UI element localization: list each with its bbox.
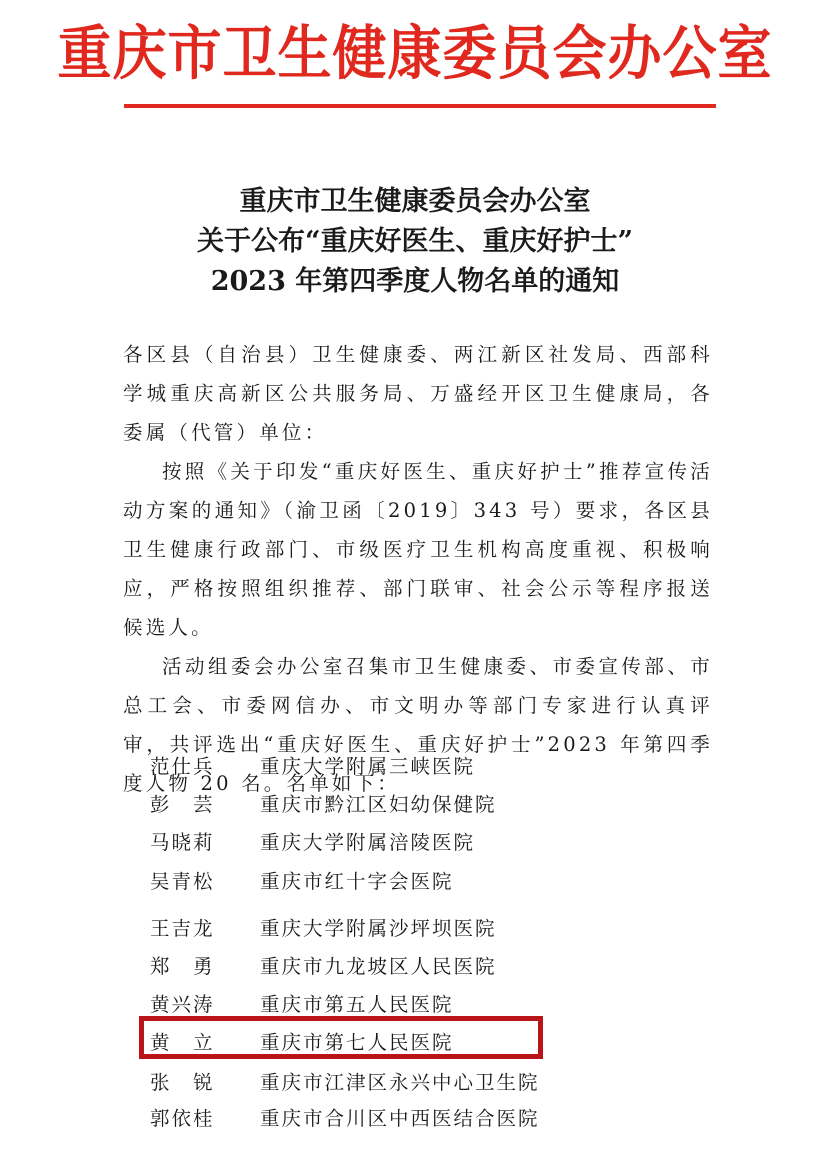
hospital-name: 重庆市合川区中西医结合医院 [260,1107,540,1130]
title-line-3: 2023 年第四季度人物名单的通知 [210,266,620,297]
person-name: 范仕兵 [150,755,215,778]
hospital-name: 重庆大学附属三峡医院 [260,755,476,778]
hospital-name: 重庆市九龙坡区人民医院 [260,955,497,978]
paragraph-1: 按照《关于印发“重庆好医生、重庆好护士”推荐宣传活动方案的通知》（渝卫函〔2019〕343 号）要求，各区县卫生健康行政部门、市级医疗卫生机构高度重视、积极响应，严格按照组织推荐、部门联审、社会公示等程序报送候选人。 [123,460,713,639]
hospital-name: 重庆市第五人民医院 [260,993,454,1016]
person-name: 郭依桂 [150,1107,215,1130]
person-name: 黄兴涛 [150,993,215,1016]
document-title [0,182,830,302]
hospital-name: 重庆大学附属沙坪坝医院 [260,917,497,940]
letterhead-rule [124,104,716,108]
title-line-2: 关于公布“重庆好医生、重庆好护士” [196,226,634,257]
hospital-name: 重庆大学附属涪陵医院 [260,831,476,854]
person-name: 王吉龙 [150,917,215,940]
document-body [123,335,713,803]
person-name: 郑 勇 [150,955,215,978]
person-name: 黄 立 [150,1031,215,1054]
person-name: 彭 芸 [150,793,215,816]
highlight-box [139,1016,543,1059]
paragraph-2: 活动组委会办公室召集市卫生健康委、市委宣传部、市总工会、市委网信办、市文明办等部门专家进行认真评审，共评选出“重庆好医生、重庆好护士”2023 年第四季度人物 20 名。名单如下： [123,655,713,795]
recipients: 各区县（自治县）卫生健康委、两江新区社发局、西部科学城重庆高新区公共服务局、万盛经开区卫生健康局，各委属（代管）单位： [123,343,713,444]
hospital-name: 重庆市红十字会医院 [260,870,454,893]
title-line-1: 重庆市卫生健康委员会办公室 [239,186,591,217]
letterhead-title: 重庆市卫生健康委员会办公室 [57,19,773,88]
person-name: 马晓莉 [150,831,215,854]
hospital-name: 重庆市江津区永兴中心卫生院 [260,1071,540,1094]
person-name: 吴青松 [150,870,215,893]
hospital-name: 重庆市黔江区妇幼保健院 [260,793,497,816]
hospital-name: 重庆市第七人民医院 [260,1031,454,1054]
person-name: 张 锐 [150,1071,215,1094]
